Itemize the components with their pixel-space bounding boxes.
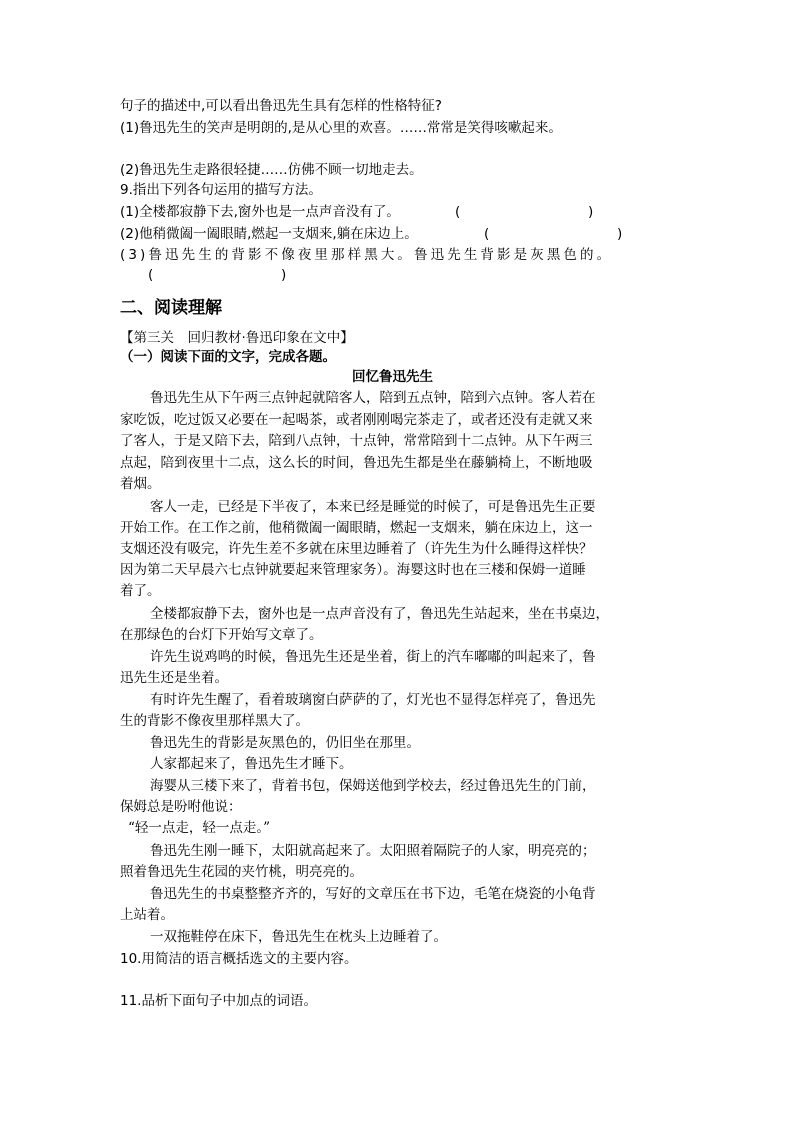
- passage-line: 照着鲁迅先生花园的夹竹桃，明亮亮的。: [120, 864, 363, 880]
- question-8-item-1: (1)鲁迅先生的笑声是明朗的,是从心里的欢喜。……常常是笑得咳嗽起来。: [120, 120, 562, 136]
- passage-line: 客人一走，已经是下半夜了，本来已经是睡觉的时候了，可是鲁迅先生正要: [150, 499, 596, 515]
- question-9: 9.指出下列各句运用的描写方法。: [120, 182, 322, 198]
- passage-line: 着了。: [120, 583, 161, 599]
- passage-line: 着烟。: [120, 476, 161, 492]
- passage-line: 鲁迅先生的书桌整整齐齐的，写好的文章压在书下边，毛笔在烧瓷的小龟背: [150, 886, 596, 902]
- passage-line: 保姆总是吩咐他说：: [120, 799, 242, 815]
- level-label: 【第三关 回归教材·鲁迅印象在文中】: [120, 330, 354, 346]
- passage-line: 一双拖鞋停在床下，鲁迅先生在枕头上边睡着了。: [150, 929, 447, 945]
- question-9-item-2: (2)他稍微阖一阖眼睛,燃起一支烟来,躺在床边上。: [120, 226, 418, 242]
- passage-line: 海婴从三楼下来了，背着书包，保姆送他到学校去，经过鲁迅先生的门前，: [150, 778, 596, 794]
- passage-line: 全楼都寂静下去，窗外也是一点声音没有了，鲁迅先生站起来，坐在书桌边，: [150, 606, 609, 622]
- question-10: 10.用简洁的语言概括选文的主要内容。: [120, 951, 358, 967]
- passage-line: 有时许先生醒了，看着玻璃窗白萨萨的了，灯光也不显得怎样亮了，鲁迅先: [150, 692, 596, 708]
- passage-line: 点起，陪到夜里十二点，这么长的时间，鲁迅先生都是坐在藤躺椅上，不断地吸: [120, 455, 593, 471]
- question-9-item-3: (3)鲁迅先生的背影不像夜里那样黑大。鲁迅先生背影是灰黑色的。: [120, 247, 614, 263]
- passage-line: 人家都起来了，鲁迅先生才睡下。: [150, 756, 353, 772]
- question-8-item-2: (2)鲁迅先生走路很轻捷……仿佛不顾一切地走去。: [120, 162, 423, 178]
- passage-line: 家吃饭，吃过饭又必要在一起喝茶，或者刚刚喝完茶走了，或者还没有走就又来: [120, 412, 593, 428]
- section-heading: 二、阅读理解: [120, 298, 222, 318]
- question-intro: 句子的描述中,可以看出鲁迅先生具有怎样的性格特征?: [120, 98, 442, 114]
- passage-line: 了客人，于是又陪下去，陪到八点钟，十点钟，常常陪到十二点钟。从下午两三: [120, 433, 593, 449]
- passage-line: 鲁迅先生从下午两三点钟起就陪客人，陪到五点钟，陪到六点钟。客人若在: [150, 390, 596, 406]
- passage-title: 回忆鲁迅先生: [352, 369, 433, 385]
- reading-subheading: （一）阅读下面的文字，完成各题。: [120, 349, 336, 365]
- passage-line: 鲁迅先生的背影是灰黑色的，仍旧坐在那里。: [150, 735, 420, 751]
- passage-line: 开始工作。在工作之前，他稍微阖一阖眼睛，燃起一支烟来，躺在床边上，这一: [120, 520, 593, 536]
- passage-line: 因为第二天早晨六七点钟就要起来管理家务）。海婴这时也在三楼和保姆一道睡: [120, 562, 586, 578]
- answer-paren-close: ): [588, 204, 594, 220]
- question-9-item-1: (1)全楼都寂静下去,窗外也是一点声音没有了。: [120, 204, 400, 220]
- passage-line: 支烟还没有吸完，许先生差不多就在床里边睡着了（许先生为什么睡得这样快？: [120, 541, 593, 557]
- passage-line: 在那绿色的台灯下开始写文章了。: [120, 627, 323, 643]
- answer-paren-open: (: [148, 267, 154, 283]
- passage-line: 上站着。: [120, 907, 174, 923]
- passage-line: 许先生说鸡鸣的时候，鲁迅先生还是坐着，街上的汽车嘟嘟的叫起来了，鲁: [150, 649, 596, 665]
- passage-line: 迅先生还是坐着。: [120, 670, 228, 686]
- answer-paren-close: ): [617, 226, 623, 242]
- question-11: 11.品析下面句子中加点的词语。: [120, 993, 317, 1009]
- passage-line: 生的背影不像夜里那样黑大了。: [120, 713, 309, 729]
- answer-paren-close: ): [281, 267, 287, 283]
- passage-quote: “轻一点走，轻一点走。”: [128, 820, 271, 836]
- answer-paren-open: (: [484, 226, 490, 242]
- answer-paren-open: (: [455, 204, 461, 220]
- passage-line: 鲁迅先生刚一睡下，太阳就高起来了。太阳照着隔院子的人家，明亮亮的；: [150, 843, 596, 859]
